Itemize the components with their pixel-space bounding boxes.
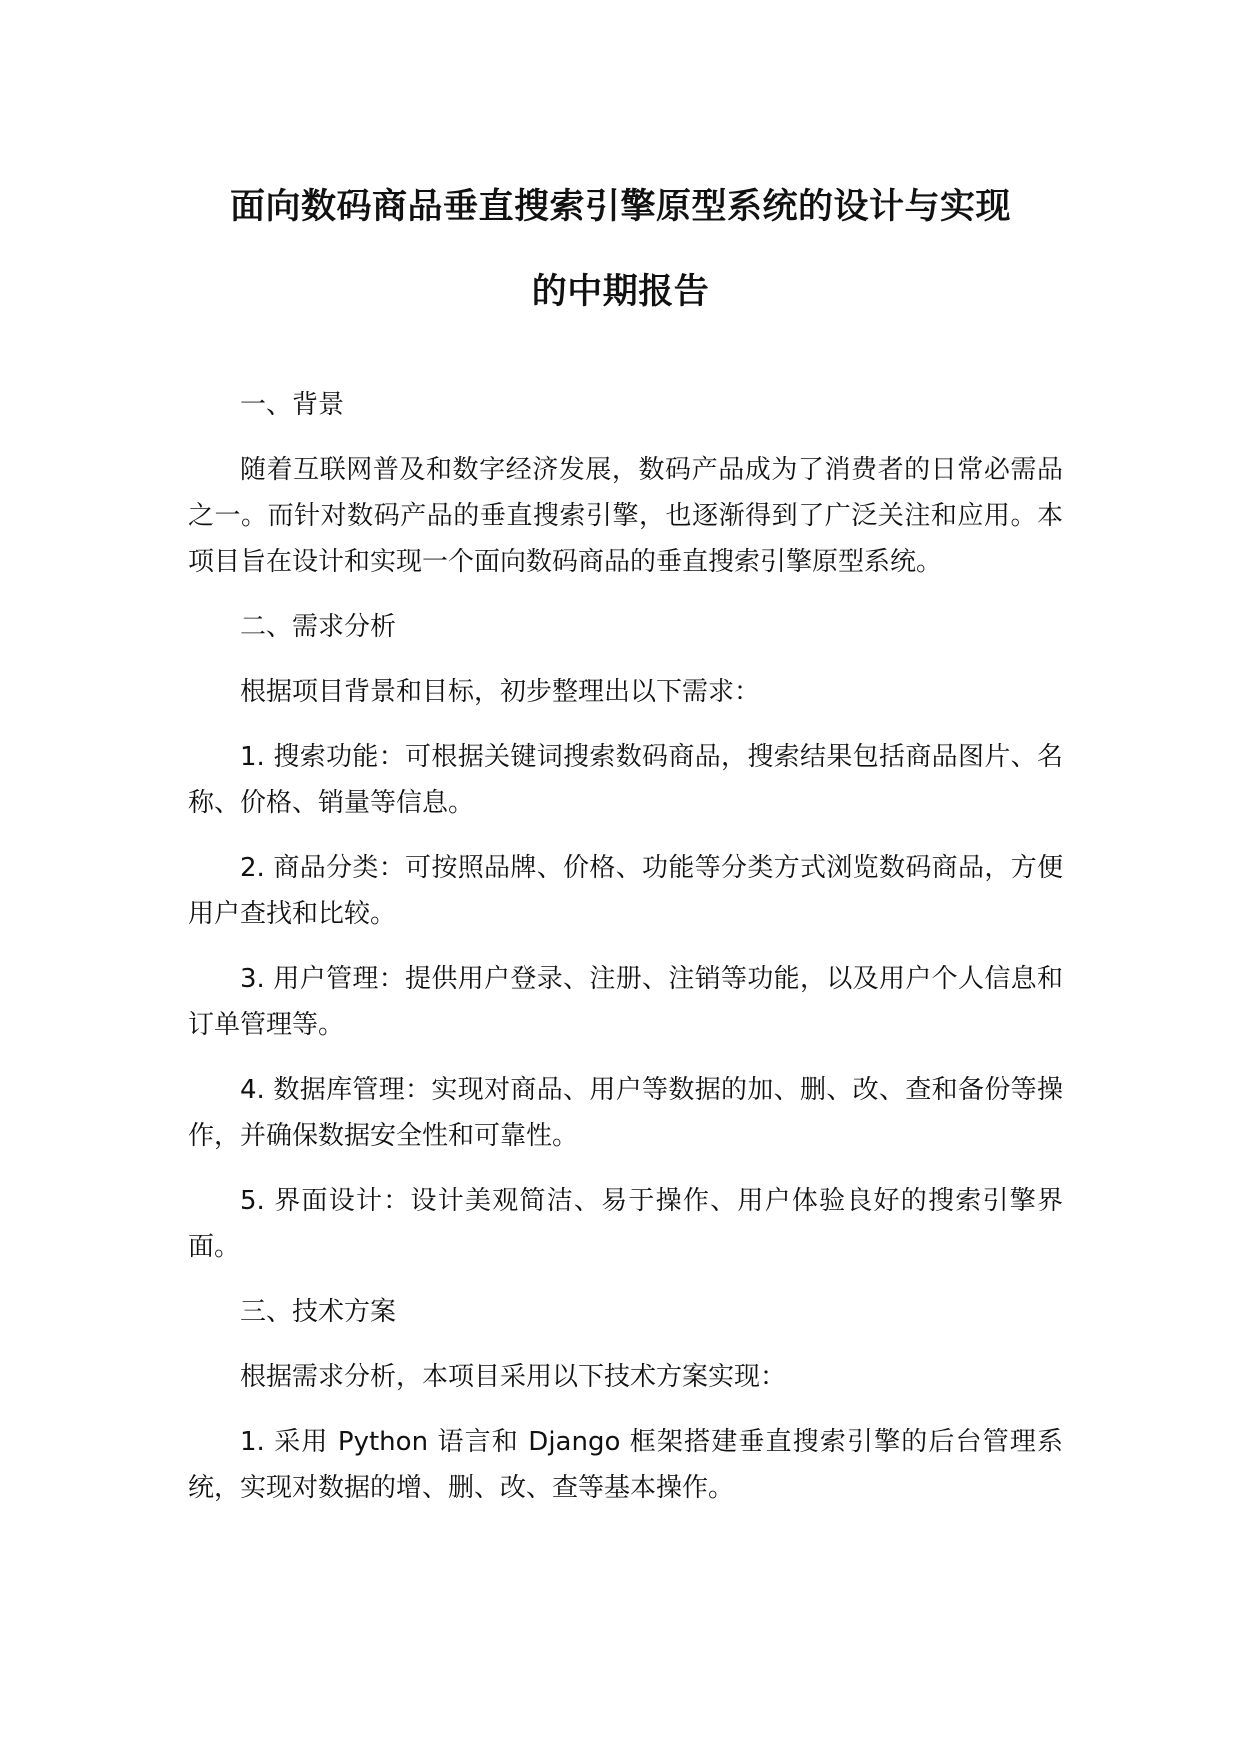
paragraph: 根据项目背景和目标，初步整理出以下需求：: [240, 677, 761, 707]
list-item: 3. 用户管理：提供用户登录、注册、注销等功能，以及用户个人信息和订单管理等。: [188, 964, 1063, 1040]
section-heading-background: 一、背景: [240, 390, 345, 420]
list-item: 2. 商品分类：可按照品牌、价格、功能等分类方式浏览数码商品，方便用户查找和比较。: [188, 853, 1063, 929]
document-body: [188, 382, 1063, 1530]
list-item: 5. 界面设计：设计美观简洁、易于操作、用户体验良好的搜索引擎界面。: [188, 1186, 1063, 1262]
list-item: 1. 采用 Python 语言和 Django 框架搭建垂直搜索引擎的后台管理系统，实现对数据的增、删、改、查等基本操作。: [188, 1427, 1063, 1503]
list-item: 4. 数据库管理：实现对商品、用户等数据的加、删、改、查和备份等操作，并确保数据安全性和可靠性。: [188, 1075, 1063, 1151]
section-heading-technical-plan: 三、技术方案: [240, 1297, 397, 1327]
paragraph: 根据需求分析，本项目采用以下技术方案实现：: [240, 1362, 787, 1392]
section-heading-requirements: 二、需求分析: [240, 612, 397, 642]
document-title-line-1: 面向数码商品垂直搜索引擎原型系统的设计与实现: [229, 187, 1011, 227]
paragraph: 随着互联网普及和数字经济发展，数码产品成为了消费者的日常必需品之一。而针对数码产品的垂直搜索引擎，也逐渐得到了广泛关注和应用。本项目旨在设计和实现一个面向数码商品的垂直搜索引擎原型系统。: [188, 455, 1063, 577]
document-title-line-2: 的中期报告: [531, 272, 710, 312]
list-item: 1. 搜索功能：可根据关键词搜索数码商品，搜索结果包括商品图片、名称、价格、销量等信息。: [188, 742, 1063, 818]
